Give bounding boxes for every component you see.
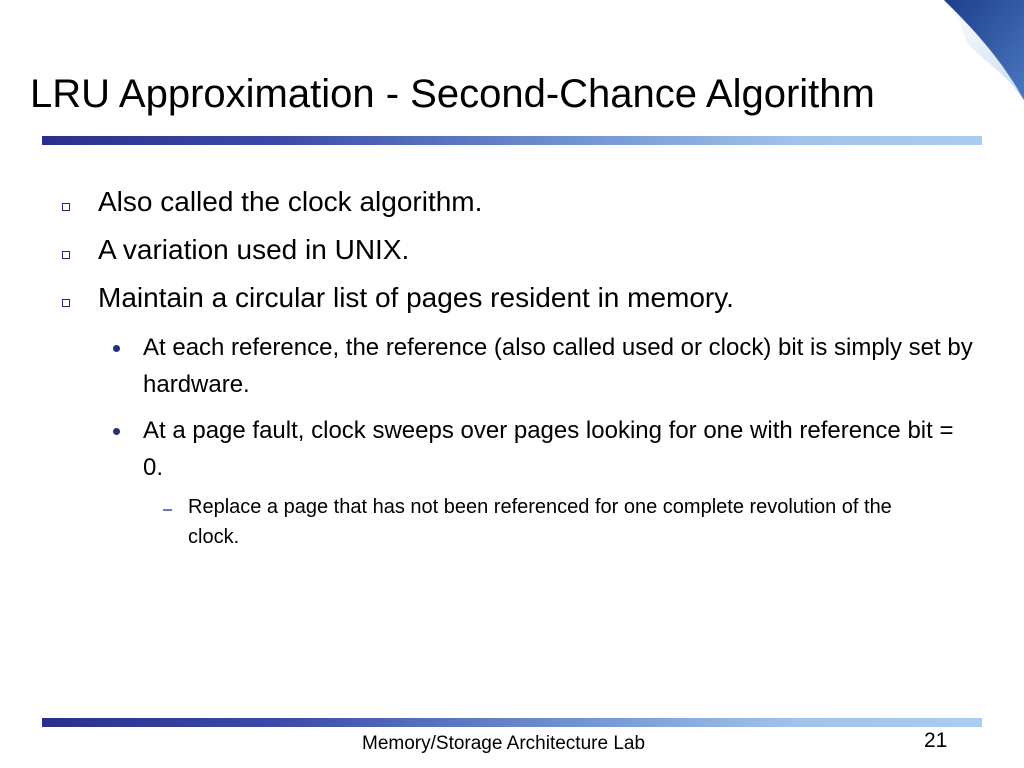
dot-icon — [113, 345, 120, 352]
sub-sub-bullet-text: Replace a page that has not been referenced for one complete revolution of the clock. — [188, 496, 892, 548]
dot-icon — [113, 428, 120, 435]
title-divider — [42, 136, 982, 145]
hollow-square-icon — [62, 299, 70, 307]
footer-label: Memory/Storage Architecture Lab — [362, 733, 646, 754]
footer-divider — [42, 718, 982, 727]
sub-bullet-text: At each reference, the reference (also called used or clock) bit is simply set by hardware. — [143, 334, 973, 398]
bullet-text: Also called the clock algorithm. — [98, 186, 483, 217]
page-number: 21 — [924, 729, 948, 752]
slide-title: LRU Approximation - Second-Chance Algorithm — [30, 72, 875, 116]
page-curl-decoration — [914, 0, 1024, 110]
bullet-text: A variation used in UNIX. — [98, 234, 410, 265]
sub-bullet-text: At a page fault, clock sweeps over pages looking for one with reference bit = 0. — [143, 417, 954, 481]
dash-icon — [163, 509, 172, 511]
hollow-square-icon — [62, 251, 70, 259]
bullet-text: Maintain a circular list of pages resident in memory. — [98, 282, 734, 313]
hollow-square-icon — [62, 203, 70, 211]
